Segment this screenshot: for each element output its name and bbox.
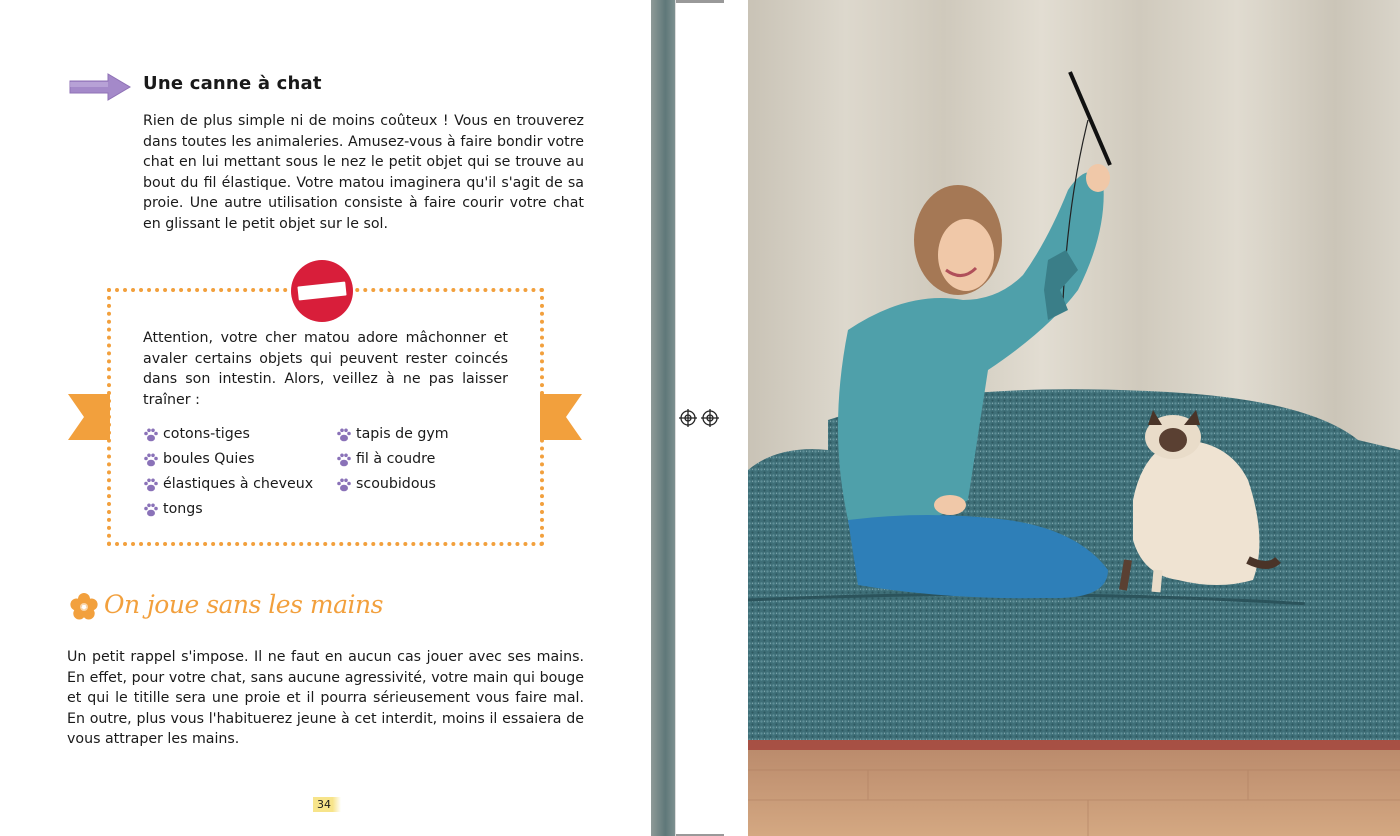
list-item-label: boules Quies	[163, 451, 255, 467]
section-title: Une canne à chat	[143, 73, 322, 94]
no-entry-icon	[288, 257, 356, 325]
list-item-label: tongs	[163, 501, 203, 517]
paw-print-icon	[336, 477, 352, 493]
woman-playing-with-cat-photo	[748, 0, 1400, 836]
paw-print-icon	[143, 452, 159, 468]
list-item-label: scoubidous	[356, 476, 436, 492]
arrow-icon	[68, 72, 132, 102]
paw-print-icon	[336, 427, 352, 443]
list-item-label: tapis de gym	[356, 426, 449, 442]
list-item	[143, 497, 313, 522]
warning-list-col1	[143, 422, 313, 522]
list-item-label: cotons-tiges	[163, 426, 250, 442]
paragraph-intro: Rien de plus simple ni de moins coûteux ! Vous en trouverez dans toutes les animaleries. Amusez-vous à faire bondir votre chat en lui mettant sous le nez le petit objet qui se trouve au bout du fil élastique. Votre matou imaginera qu'il s'agit de sa proie. Une autre utilisation consiste à faire courir votre chat en glissant le petit objet sur le sol.	[143, 113, 584, 232]
list-item	[143, 422, 313, 447]
list-item	[336, 472, 449, 497]
list-item	[143, 447, 313, 472]
warning-list-col2	[336, 422, 449, 497]
list-item-label: élastiques à cheveux	[163, 476, 314, 492]
warning-text: Attention, votre cher matou adore mâchonner et avaler certains objets qui peuvent rester coincés dans son intestin. Alors, veillez à ne pas laisser traîner :	[143, 330, 508, 408]
photo-bleed-strip	[651, 0, 675, 836]
list-item	[336, 447, 449, 472]
page-number: 34	[313, 797, 341, 812]
paw-print-icon	[143, 477, 159, 493]
ribbon-left-icon	[68, 394, 110, 440]
list-item	[143, 472, 313, 497]
paw-print-icon	[336, 452, 352, 468]
left-page	[0, 0, 651, 836]
registration-marks-icon	[678, 408, 722, 428]
paw-print-icon	[143, 502, 159, 518]
list-item-label: fil à coudre	[356, 451, 436, 467]
ribbon-right-icon	[540, 394, 582, 440]
paragraph-hands: Un petit rappel s'impose. Il ne faut en aucun cas jouer avec ses mains. En effet, pour votre chat, sans aucune agressivité, votre main qui bouge et qui le titille sera une proie et il pourra sérieusement vous faire mal. En outre, plus vous l'habituerez jeune à cet interdit, moins il essaiera de vous attraper les mains.	[67, 649, 584, 748]
crop-mark	[676, 0, 724, 3]
paw-print-icon	[143, 427, 159, 443]
list-item	[336, 422, 449, 447]
flower-icon	[70, 593, 98, 621]
section-2-title: On joue sans les mains	[104, 590, 383, 619]
